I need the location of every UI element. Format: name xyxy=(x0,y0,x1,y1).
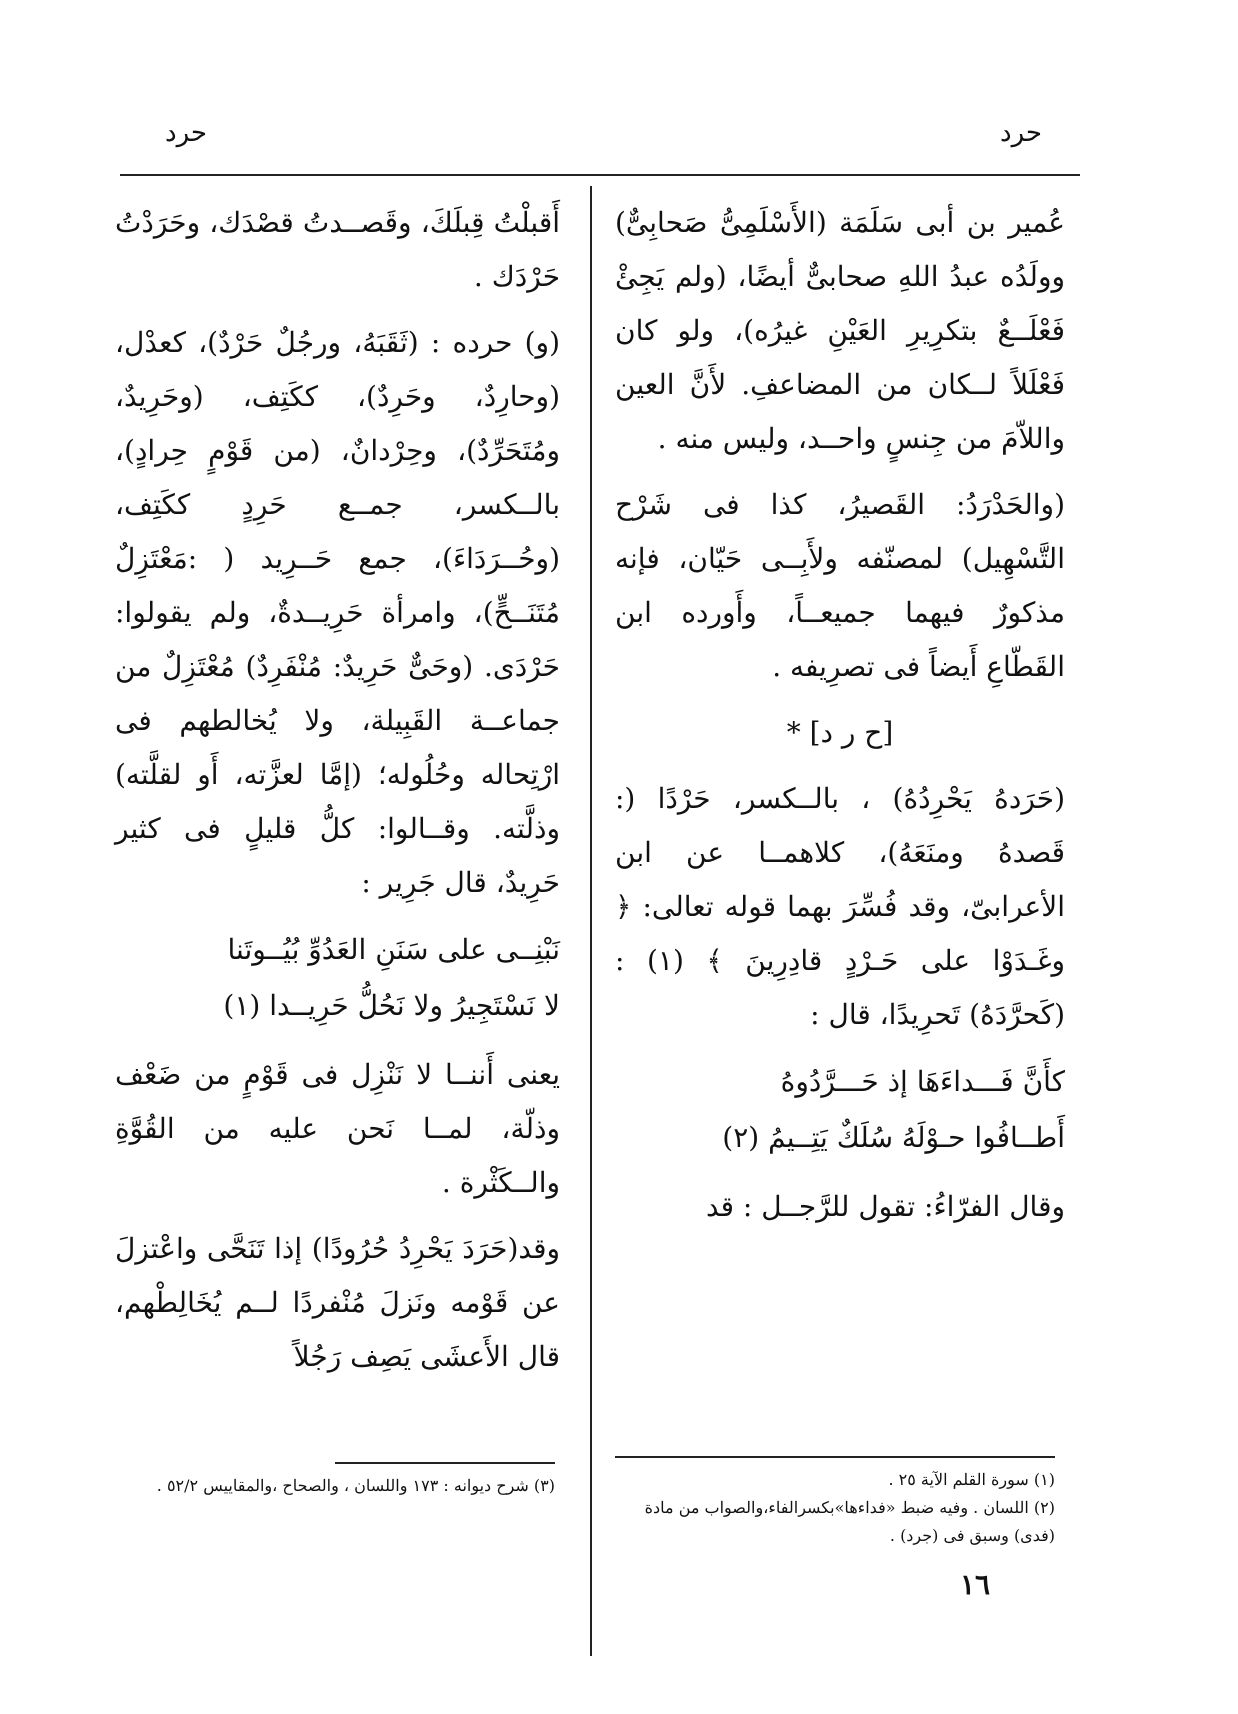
left-column xyxy=(115,196,560,1396)
verse xyxy=(115,922,560,1034)
running-header-right: حرد xyxy=(1000,118,1042,148)
verse-line: أَطــافُوا حـوْلَهُ سُلَكٌ يَتِــيمُ (٢) xyxy=(722,1121,1065,1154)
verse-line: كأَنَّ فَـــداءَهَا إذ حَـــرَّدُوهُ xyxy=(780,1065,1065,1098)
verse xyxy=(615,1054,1065,1166)
paragraph: عُمير بن أبى سَلَمَة (الأَسْلَمِىُّ صَحابِىٌّ) وولَدُه عبدُ اللهِ صحابىٌّ أيضًا، (ولم يَجِئْ فَعْلَــعٌ بتكرِيرِ العَيْنِ غيرُه)، ولو كان فَعْلَلاً لــكان من المضاعفِ. لأَنَّ العين واللاّمَ من جِنسٍ واحــد، وليس منه . xyxy=(615,206,1065,455)
paragraph: وقال الفرّاءُ: تقول للرَّجــل : قد xyxy=(705,1190,1065,1223)
paragraph: (و) حرده : (ثَقَبَهُ، ورجُلٌ حَرْدٌ)، كعدْل، (وحارِدٌ، وحَرِدٌ)، ككَتِف، (وحَرِيدٌ، ومُتَحَرِّدٌ)، وحِرْدانٌ، (من قَوْمٍ حِرادٍ)، بالــكسر، جمــع حَرِدٍ ككَتِف، (وحُــرَدَاءَ)، جمع حَــرِيد ( :مَعْتَزِلٌ مُتَنَــحٍّ)، وامرأة حَرِيــدةٌ، ولم يقولوا: حَرْدَى. (وحَىٌّ حَرِيدٌ: مُنْفَرِدٌ) مُعْتَزِلٌ من جماعــة القَبِيلة، ولا يُخالطهم فى ارْتِحاله وحُلُوله؛ (إمَّا لعزَّته، أَو لقلَّته) وذلَّته. وقــالوا: كلُّ قليلٍ فى كثير حَرِيدٌ، قال جَرِير : xyxy=(115,326,560,899)
verse-line: لا نَسْتَجِيرُ ولا نَحُلُّ حَرِيــدا (١) xyxy=(223,989,560,1022)
paragraph: (والحَدْرَدُ: القَصيرُ، كذا فى شَرْح التَّسْهِيل) لمصنّفه ولأَبِــى حَيّان، فإنه مذكورٌ فيهما جميعــاً، وأَورده ابن القَطّاعِ أَيضاً فى تصرِيفه . xyxy=(615,488,1065,683)
entry-heading: [ح ر د] * xyxy=(786,716,894,749)
header-rule xyxy=(120,174,1080,176)
footnotes-right xyxy=(615,1466,1055,1550)
footnote: (١) سورة القلم الآية ٢٥ . xyxy=(888,1470,1055,1489)
running-header-left: حرد xyxy=(165,118,207,148)
right-column xyxy=(615,196,1065,1246)
paragraph: وقد(حَرَدَ يَحْرِدُ حُرُودًا) إذا تَنَحَّى واعْتزلَ عن قَوْمه ونَزلَ مُنْفردًا لــم يُخَالِطْهم، قال الأَعشَى يَصِف رَجُلاً xyxy=(115,1232,560,1373)
column-divider xyxy=(590,186,592,1656)
footnote: (٢) اللسان . وفيه ضبط «فداءها»بكسرالفاء،والصواب من مادة (فدى) وسبق فى (جرد) . xyxy=(644,1498,1055,1545)
footnote-rule-left xyxy=(335,1462,555,1464)
verse-line: نَبْنِــى على سَنَنِ العَدُوِّ بُيُــوتَنا xyxy=(227,933,560,966)
footnote-rule-right xyxy=(615,1456,1055,1458)
paragraph: يعنى أَننــا لا نَنْزِل فى قَوْمٍ من ضَعْف وذلّة، لمــا نَحن عليه من القُوَّةِ والــكَثْرة . xyxy=(115,1058,560,1199)
paragraph: (حَرَدهُ يَحْرِدُهُ) ، بالــكسر، حَرْدًا (: قَصدهُ ومنَعَهُ)، كلاهمــا عن ابن الأعرابىّ، وقد فُسِّرَ بهما قوله تعالى: ﴿ وغَـدَوْا على حَـرْدٍ قادِرِينَ ﴾ (١) : (كَحرَّدَهُ) تَحرِيدًا، قال : xyxy=(615,782,1065,1031)
paragraph: أَقبلْتُ قِبلَكَ، وقَصــدتُ قصْدَك، وحَرَدْتُ حَرْدَك . xyxy=(115,206,560,293)
footnotes-left xyxy=(115,1472,555,1500)
page-number: ١٦ xyxy=(960,1568,991,1601)
footnote: (٣) شرح ديوانه : ١٧٣ واللسان ، والصحاح ،والمقاييس ٥٢/٢ . xyxy=(156,1476,555,1495)
